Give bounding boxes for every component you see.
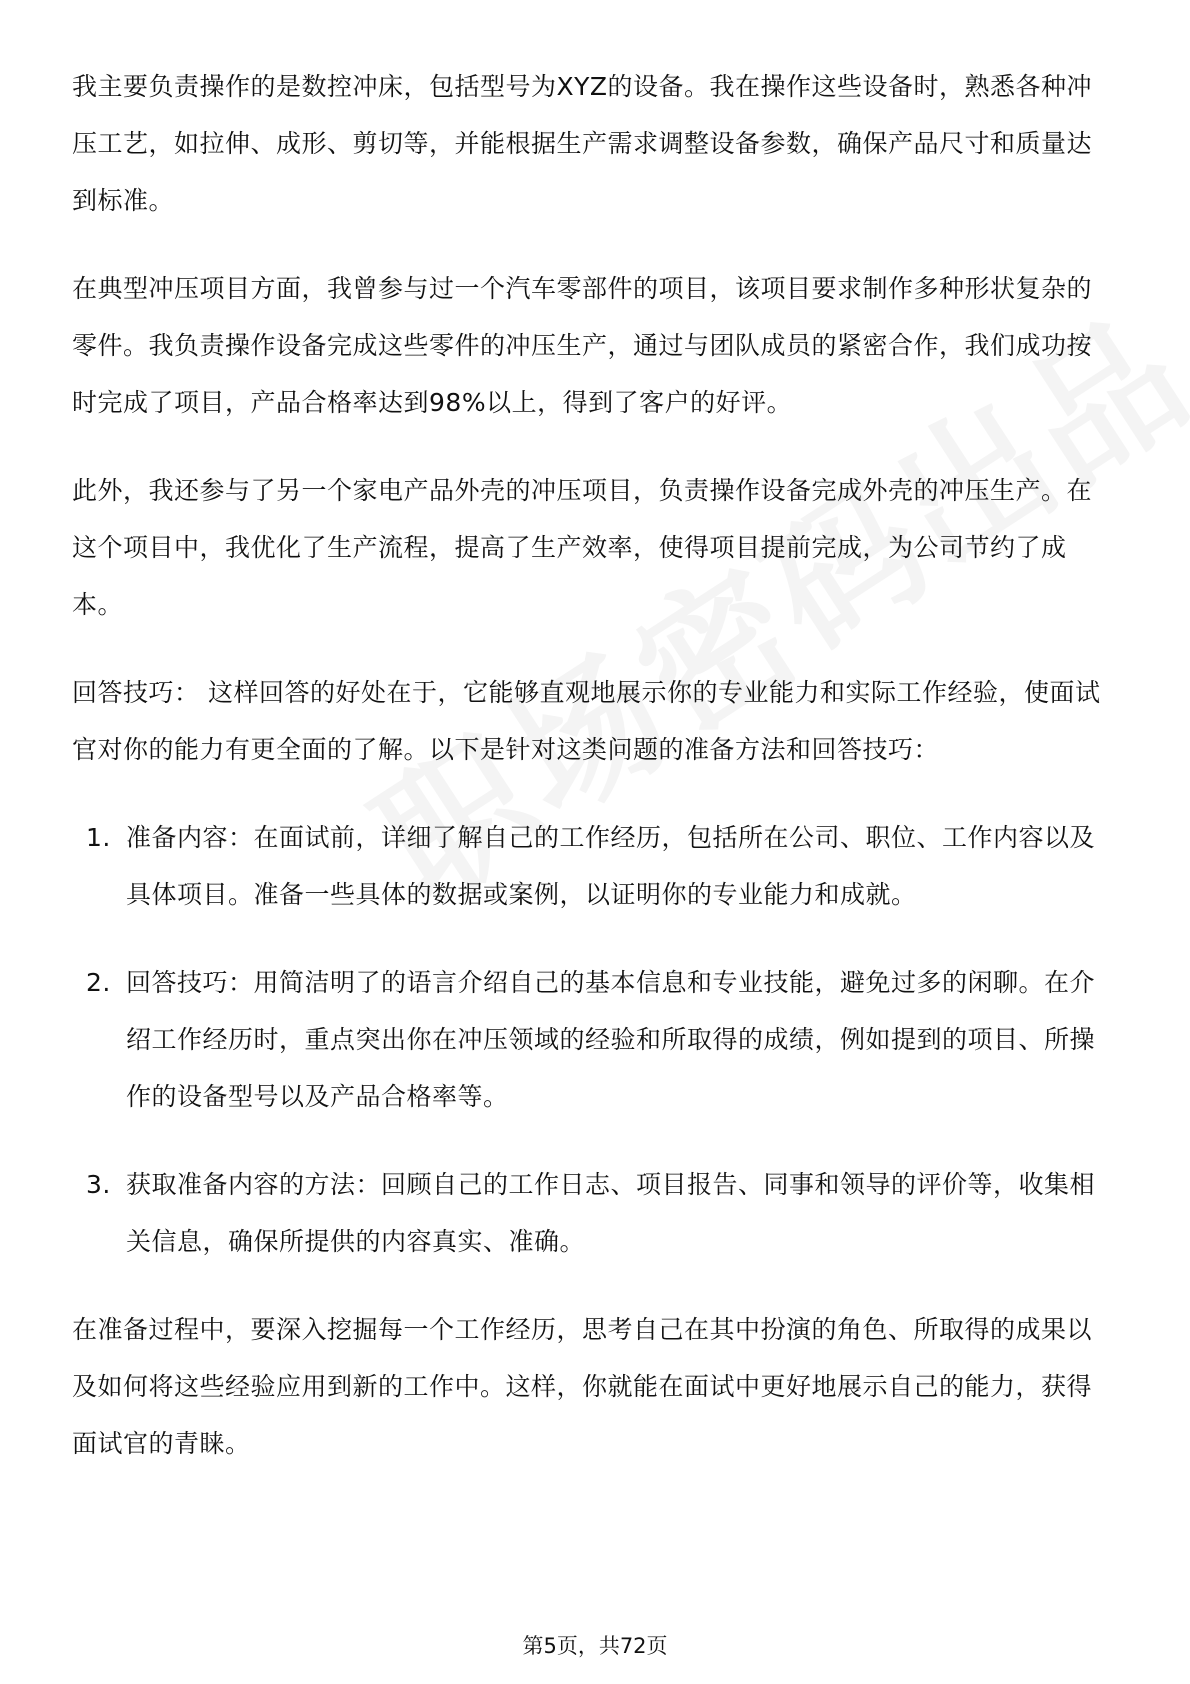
- list-item: [72, 954, 1112, 1125]
- list-item-number: 3.: [86, 1170, 111, 1199]
- paragraph-appliance-project: 此外，我还参与了另一个家电产品外壳的冲压项目，负责操作设备完成外壳的冲压生产。在这个项目中，我优化了生产流程，提高了生产效率，使得项目提前完成，为公司节约了成本。: [72, 476, 1093, 619]
- document-body: [72, 58, 1112, 1503]
- list-item-text: 回答技巧：用简洁明了的语言介绍自己的基本信息和专业技能，避免过多的闲聊。在介绍工作经历时，重点突出你在冲压领域的经验和所取得的成绩，例如提到的项目、所操作的设备型号以及产品合格率等。: [126, 968, 1096, 1111]
- list-item-number: 2.: [86, 968, 111, 997]
- paragraph-answer-tips: 回答技巧： 这样回答的好处在于，它能够直观地展示你的专业能力和实际工作经验，使面试官对你的能力有更全面的了解。以下是针对这类问题的准备方法和回答技巧：: [72, 678, 1101, 764]
- tips-list: [72, 809, 1112, 1270]
- list-item-text: 准备内容：在面试前，详细了解自己的工作经历，包括所在公司、职位、工作内容以及具体项目。准备一些具体的数据或案例，以证明你的专业能力和成就。: [126, 823, 1096, 909]
- list-item-text: 获取准备内容的方法：回顾自己的工作日志、项目报告、同事和领导的评价等，收集相关信息，确保所提供的内容真实、准确。: [126, 1170, 1096, 1256]
- list-item: [72, 809, 1112, 923]
- list-item-number: 1.: [86, 823, 111, 852]
- list-item: [72, 1156, 1112, 1270]
- paragraph-conclusion: 在准备过程中，要深入挖掘每一个工作经历，思考自己在其中扮演的角色、所取得的成果以及如何将这些经验应用到新的工作中。这样，你就能在面试中更好地展示自己的能力，获得面试官的青睐。: [72, 1315, 1093, 1458]
- paragraph-equipment: 我主要负责操作的是数控冲床，包括型号为XYZ的设备。我在操作这些设备时，熟悉各种冲压工艺，如拉伸、成形、剪切等，并能根据生产需求调整设备参数，确保产品尺寸和质量达到标准。: [72, 72, 1093, 215]
- page-number: 第5页，共72页: [522, 1634, 668, 1658]
- paragraph-auto-parts-project: 在典型冲压项目方面，我曾参与过一个汽车零部件的项目，该项目要求制作多种形状复杂的零件。我负责操作设备完成这些零件的冲压生产，通过与团队成员的紧密合作，我们成功按时完成了项目，产品合格率达到98%以上，得到了客户的好评。: [72, 274, 1093, 417]
